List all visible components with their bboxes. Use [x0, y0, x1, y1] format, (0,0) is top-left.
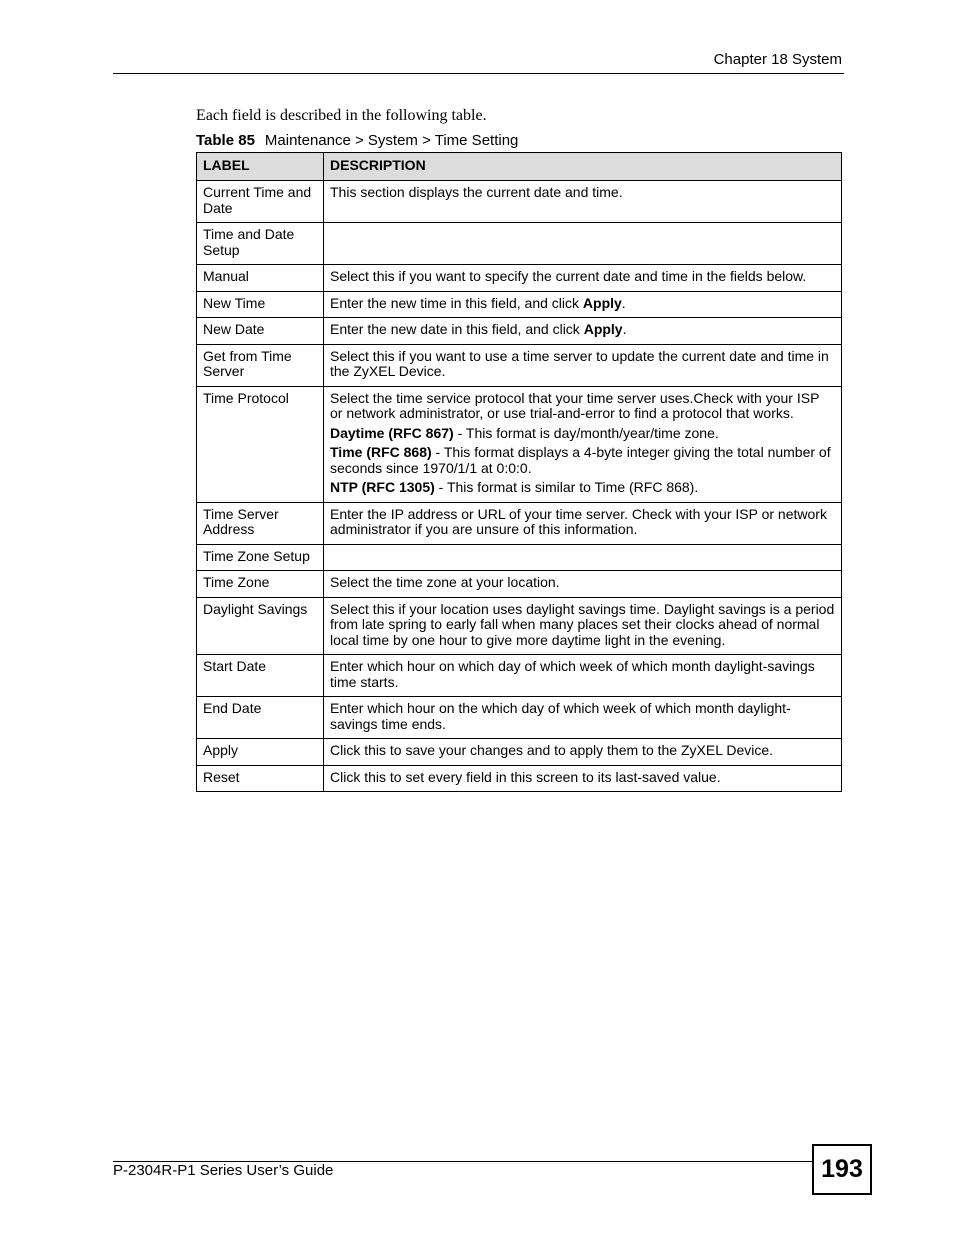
page-number: 193 [812, 1144, 872, 1195]
row-description: Click this to save your changes and to apply them to the ZyXEL Device. [324, 739, 842, 766]
desc-paragraph [330, 445, 835, 476]
row-label: Start Date [197, 655, 324, 697]
table-number: Table 85 [196, 132, 255, 149]
table-row [197, 386, 842, 502]
row-label: Time Zone Setup [197, 544, 324, 571]
header-description: DESCRIPTION [324, 153, 842, 181]
row-label: Daylight Savings [197, 597, 324, 655]
header-rule [113, 73, 844, 74]
row-description [324, 291, 842, 318]
row-label: Manual [197, 265, 324, 292]
row-description [324, 544, 842, 571]
desc-text: . [621, 294, 626, 311]
row-label: Get from Time Server [197, 344, 324, 386]
row-description: Select this if you want to specify the current date and time in the fields below. [324, 265, 842, 292]
protocol-name: Time (RFC 868) [330, 444, 432, 460]
table-row [197, 597, 842, 655]
table-row [197, 697, 842, 739]
chapter-header: Chapter 18 System [713, 51, 842, 68]
protocol-name: Daytime (RFC 867) [330, 424, 454, 441]
table-row [197, 765, 842, 792]
table-row [197, 571, 842, 598]
table-row [197, 739, 842, 766]
table-row [197, 544, 842, 571]
protocol-name: NTP (RFC 1305) [330, 479, 435, 495]
table-row [197, 344, 842, 386]
table-row [197, 502, 842, 544]
row-label: Time and Date Setup [197, 223, 324, 265]
desc-paragraph: Select the time service protocol that your time server uses.Check with your ISP or network administrator, or use trial-and-error to find a protocol that works. [330, 389, 820, 421]
table-row [197, 655, 842, 697]
intro-text: Each field is described in the following table. [196, 107, 487, 124]
table-row [197, 265, 842, 292]
row-description: Select this if you want to use a time server to update the current date and time in the ZyXEL Device. [324, 344, 842, 386]
desc-text: Enter the new time in this field, and click [330, 294, 583, 311]
row-label: Time Server Address [197, 502, 324, 544]
row-description: Select this if your location uses daylight savings time. Daylight savings is a period from late spring to early fall when many places set their clocks ahead of normal local time by one hour to give more daytime light in the evening. [324, 597, 842, 655]
row-description: Enter the IP address or URL of your time server. Check with your ISP or network administrator if you are unsure of this information. [324, 502, 842, 544]
row-label: New Date [197, 318, 324, 345]
row-label: Current Time and Date [197, 181, 324, 223]
table-caption [196, 132, 518, 149]
desc-text: . [622, 321, 627, 337]
table-header-row [197, 153, 842, 181]
row-description [324, 386, 842, 502]
row-description: Enter which hour on the which day of which week of which month daylight-savings time ends. [324, 697, 842, 739]
desc-text: Enter the new date in this field, and click [330, 321, 584, 337]
row-description: Select the time zone at your location. [324, 571, 842, 598]
protocol-text: - This format displays a 4-byte integer giving the total number of seconds since 1970/1/1 at 0:0:0. [330, 444, 831, 476]
table-row [197, 291, 842, 318]
time-setting-table [196, 152, 842, 792]
table-row [197, 318, 842, 345]
desc-bold: Apply [582, 294, 622, 311]
row-description: Enter which hour on which day of which week of which month daylight-savings time starts. [324, 655, 842, 697]
row-label: End Date [197, 697, 324, 739]
protocol-text: - This format is day/month/year/time zone. [453, 424, 719, 441]
row-description: Click this to set every field in this screen to its last-saved value. [324, 765, 842, 792]
guide-title: P-2304R-P1 Series User’s Guide [113, 1162, 334, 1179]
table-row [197, 181, 842, 223]
desc-paragraph [330, 426, 835, 442]
row-description: This section displays the current date and time. [324, 181, 842, 223]
row-label: Apply [197, 739, 324, 766]
protocol-text: - This format is similar to Time (RFC 868). [434, 479, 699, 495]
header-label: LABEL [197, 153, 324, 181]
desc-bold: Apply [583, 321, 623, 337]
table-title: Maintenance > System > Time Setting [264, 132, 519, 149]
row-description [324, 223, 842, 265]
row-label: Time Protocol [197, 386, 324, 502]
desc-paragraph [330, 480, 835, 496]
row-label: Time Zone [197, 571, 324, 598]
table-row [197, 223, 842, 265]
row-label: Reset [197, 765, 324, 792]
row-description [324, 318, 842, 345]
row-label: New Time [197, 291, 324, 318]
